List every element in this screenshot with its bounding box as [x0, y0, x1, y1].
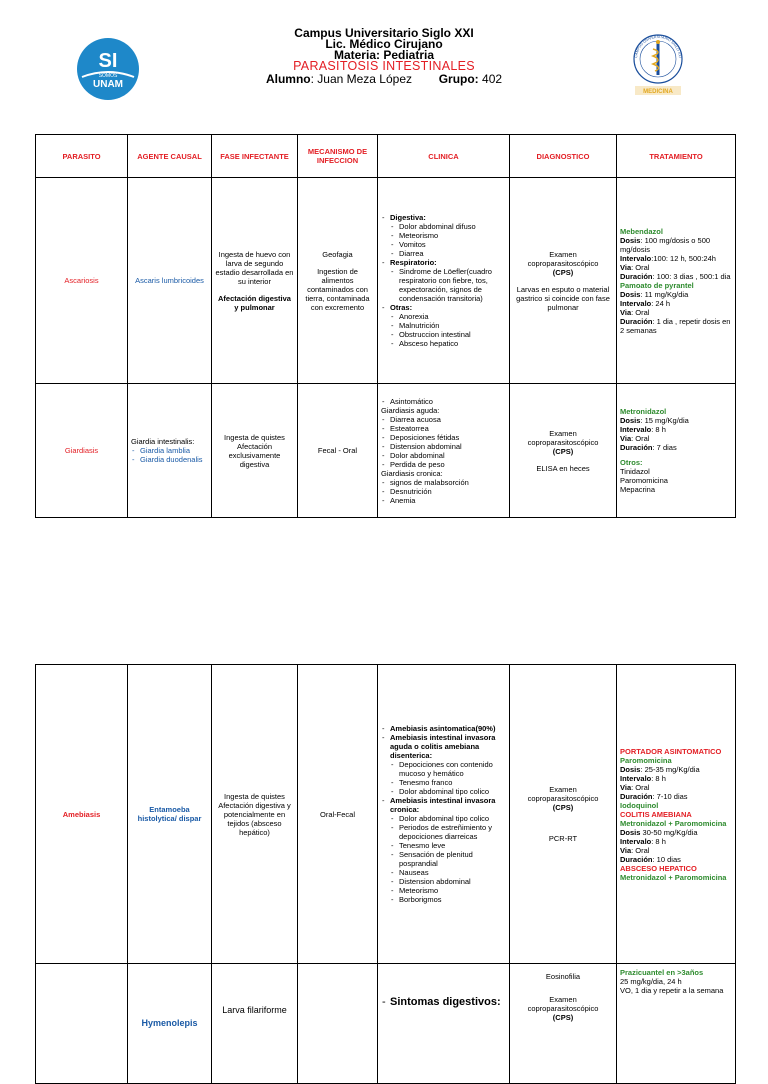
diag-cps: Examen coproparasitoscópico [527, 428, 599, 447]
infection-mechanism: Oral-Fecal [298, 665, 378, 964]
col-fase: FASE INFECTANTE [212, 135, 298, 178]
dose-value: : 25-35 mg/Kg/dia [640, 764, 700, 774]
clinic-acute-label: Amebiasis intestinal invasora aguda o colitis amebiana disenterica: [390, 733, 496, 760]
list-item: - Giardia lamblia [140, 446, 208, 455]
col-agente: AGENTE CAUSAL [128, 135, 212, 178]
clinic-digestive-label: Digestiva: [390, 213, 426, 222]
infective-phase [212, 384, 298, 518]
list-item: - Perdida de peso [390, 460, 506, 469]
parasite-name: Amebiasis [36, 665, 128, 964]
logo-right-medicina: MEDICINA [643, 89, 673, 95]
list-item: - Periodos de estreñimiento y depociciones diarreicas [399, 823, 506, 841]
mechanism-1: Geofagia [322, 249, 353, 259]
group-value: 402 [482, 72, 503, 86]
list-item: - Distension abdominal [399, 877, 506, 886]
diag-secondary: ELISA en heces [536, 463, 590, 473]
drug-name: Prazicuantel en >3años [620, 968, 704, 977]
table-header-row [36, 135, 736, 178]
interval-label: Intervalo [620, 298, 652, 308]
phase-text: Ingesta de quistes [224, 791, 285, 801]
phase-tissue: potencialmente en tejidos (absceso hepático) [223, 809, 286, 837]
list-item: - Dolor abdominal [390, 451, 506, 460]
list-item: - Obstruccion intestinal [399, 330, 506, 339]
duration-label: Duración [620, 791, 653, 801]
dose-value: 30-50 mg/Kg/dia [640, 827, 698, 837]
table-row-amebiasis [36, 665, 736, 964]
infective-phase [212, 178, 298, 384]
student-name: : Juan Meza López [310, 72, 413, 86]
list-item: - Nauseas [399, 868, 506, 877]
dose-label: Dosis [620, 235, 641, 245]
interval-label: Intervalo [620, 836, 652, 846]
infection-mechanism [298, 178, 378, 384]
list-item: - Borborigmos [399, 895, 506, 904]
dose-label: Dosis [620, 289, 641, 299]
clinic-cell [378, 384, 510, 518]
student-label: Alumno [265, 72, 311, 86]
drug-name: Metronidazol + Paromomicina [620, 872, 727, 882]
route-value: VO, 1 dia y repetir a la semana [620, 986, 724, 995]
diag-cps-abbr: (CPS) [552, 803, 574, 812]
mechanism-2: Ingestion de alimentos contaminados con tierra, contaminada con excremento [305, 266, 370, 312]
drug-name: Mebendazol [620, 226, 663, 236]
route-value: : Oral [631, 307, 650, 317]
list-item: - Sensación de plenitud posprandial [399, 850, 506, 868]
dose-value: : 11 mg/Kg/dia [640, 289, 689, 299]
route-label: Via [620, 434, 632, 443]
duration-value: : 7 dias [652, 443, 677, 452]
parasite-name: Giardiasis [36, 384, 128, 518]
diag-eosinophilia: Eosinofilia [545, 972, 581, 981]
list-item: Tinidazol [620, 467, 650, 476]
diagnosis-cell [510, 178, 617, 384]
student-line [0, 72, 768, 86]
campus-title: Campus Universitario Siglo XXI [294, 26, 474, 40]
subject-title: PARASITOSIS INTESTINALES [293, 59, 475, 73]
clinic-resp-label: Respiratorio: [390, 258, 437, 267]
dose-label: Dosis [620, 416, 641, 425]
list-item: - Meteorismo [399, 231, 506, 240]
list-item: - Absceso hepatico [399, 339, 506, 348]
list-item: - Asintomático [390, 397, 506, 406]
interval-value: : 8 h [651, 773, 666, 783]
diag-cps-abbr: (CPS) [552, 1013, 574, 1022]
agent-name: Entamoeba histolytica/ dispar [128, 665, 212, 964]
interval-value: : 24 h [651, 298, 671, 308]
diag-cps-abbr: (CPS) [552, 446, 574, 456]
dose-value: 25 mg/kg/dia, 24 h [620, 977, 682, 986]
treatment-heading: COLITIS AMEBIANA [620, 809, 692, 819]
interval-value: : 8 h [651, 836, 666, 846]
list-item: - signos de malabsorción [390, 478, 506, 487]
degree-title: Lic. Médico Cirujano [325, 37, 443, 51]
list-item: Mepacrina [620, 485, 656, 494]
list-item: - Sindrome de Löefler(cuadro respiratorio con fiebre, tos, expectoración, signos de condensación transitoria) [399, 267, 506, 303]
list-item: - Tenesmo leve [399, 841, 506, 850]
parasites-table-1 [35, 134, 736, 518]
phase-text: Ingesta de quistes [224, 432, 285, 442]
infective-phase: Larva filariforme [212, 964, 298, 1084]
drug-name: Paromomicina [620, 755, 672, 765]
drug-name: Metronidazol [620, 407, 667, 416]
list-item: - Diarrea acuosa [390, 415, 506, 424]
clinic-asymptomatic: Amebiasis asintomatica(90%) [390, 724, 496, 733]
parasites-table-2 [35, 664, 736, 1084]
duration-value: : 7-10 dias [652, 791, 688, 801]
clinic-cell [378, 178, 510, 384]
list-item: - Anemia [390, 496, 506, 505]
agent-title: Giardia intestinalis: [131, 437, 195, 446]
diag-cps: Examen coproparasitoscópico [527, 785, 599, 803]
drug-name: Iodoquinol [620, 800, 659, 810]
course-title: Materia: Pediatria [333, 48, 435, 62]
interval-label: Intervalo [620, 773, 652, 783]
route-value: : Oral [631, 845, 650, 855]
phase-text: Ingesta de huevo con larva de segundo estadio desarrollada en su interior [215, 249, 294, 286]
logo-left-si: SI [98, 50, 118, 72]
duration-label: Duración [620, 271, 653, 281]
list-item: - Dolor abdominal difuso [399, 222, 506, 231]
logo-left-unam: UNAM [93, 79, 123, 90]
diag-cps: Examen coproparasitoscópico [527, 995, 599, 1013]
phase-affection: Afectación digestiva y [218, 800, 291, 810]
diag-cps: Examen coproparasitoscópico [527, 249, 599, 268]
list-item: - Esteatorrea [390, 424, 506, 433]
route-value: : Oral [631, 434, 650, 443]
infection-mechanism: Fecal - Oral [298, 384, 378, 518]
col-clinica: CLINICA [378, 135, 510, 178]
dose-label: Dosis [620, 827, 641, 837]
route-label: Via [620, 307, 632, 317]
col-diagnostico: DIAGNOSTICO [510, 135, 617, 178]
list-item: - Distension abdominal [390, 442, 506, 451]
treatment-cell [617, 178, 736, 384]
drug-name: Metronidazol + Paromomicina [620, 818, 727, 828]
list-item: - Anorexia [399, 312, 506, 321]
logo-left-somos: SOMOS [98, 73, 118, 79]
agent-name: Hymenolepis [128, 964, 212, 1084]
list-item: - Meteorismo [399, 886, 506, 895]
interval-label: Intervalo [620, 253, 652, 263]
diagnosis-cell [510, 384, 617, 518]
treatment-cell [617, 665, 736, 964]
route-value: : Oral [631, 262, 650, 272]
route-label: Via [620, 845, 632, 855]
phase-affection: Afectación exclusivamente digestiva [228, 441, 281, 469]
logo-right-ring-text: CAMPUS UNIVERSITARIO SIGLO XXI [634, 34, 682, 58]
list-item: - Desnutrición [390, 487, 506, 496]
duration-value: : 10 dias [652, 854, 681, 864]
list-item: - Vomitos [399, 240, 506, 249]
duration-label: Duración [620, 854, 653, 864]
duration-value: : 1 dia , repetir dosis en 2 semanas [620, 316, 731, 335]
duration-label: Duración [620, 443, 653, 452]
other-drugs-label: Otros: [620, 458, 643, 467]
clinic-acute-label: Giardiasis aguda: [381, 405, 440, 415]
clinic-digestive-label: Sintomas digestivos: [390, 996, 501, 1008]
dose-value: : 100 mg/dosis o 500 mg/dosis [620, 235, 711, 254]
document-header [0, 28, 768, 86]
parasite-name: Ascariosis [36, 178, 128, 384]
route-value: : Oral [631, 782, 650, 792]
route-label: Via [620, 262, 632, 272]
interval-value: : 8 h [651, 425, 666, 434]
treatment-cell [617, 384, 736, 518]
clinic-chronic-label: Amebiasis intestinal invasora cronica: [390, 796, 496, 814]
col-mecanismo: MECANISMO DE INFECCION [298, 135, 378, 178]
drug-name: Pamoato de pyrantel [620, 280, 694, 290]
treatment-heading: PORTADOR ASINTOMATICO [620, 746, 722, 756]
agent-cell [128, 384, 212, 518]
clinic-cell [378, 665, 510, 964]
table-row-giardiasis [36, 384, 736, 518]
phase-affection: Afectación digestiva y pulmonar [218, 293, 291, 312]
duration-label: Duración [620, 316, 653, 326]
diagnosis-cell [510, 665, 617, 964]
list-item: - Deposiciones fétidas [390, 433, 506, 442]
diag-secondary: PCR-RT [548, 834, 578, 843]
list-item: - Tenesmo franco [399, 778, 506, 787]
list-item: - Depociciones con contenido mucoso y hemático [399, 760, 506, 778]
diag-secondary: Larvas en esputo o material gastrico si coincide con fase pulmonar [516, 284, 610, 312]
interval-label: Intervalo [620, 425, 652, 434]
list-item: - Giardia duodenalis [140, 455, 208, 464]
col-parasito: PARASITO [36, 135, 128, 178]
dose-value: : 15 mg/Kg/dia [640, 416, 689, 425]
dose-label: Dosis [620, 764, 641, 774]
agent-name: Ascaris lumbricoides [128, 178, 212, 384]
interval-value: :100: 12 h, 500:24h [651, 253, 716, 263]
list-item: Paromomicina [620, 476, 668, 485]
duration-value: : 100: 3 dias , 500:1 dia [652, 271, 731, 281]
diag-cps-abbr: (CPS) [552, 267, 574, 277]
clinic-other-label: Otras: [390, 303, 413, 312]
table-row-ascariosis [36, 178, 736, 384]
group-label: Grupo: [438, 72, 479, 86]
list-item: - Malnutrición [399, 321, 506, 330]
infective-phase [212, 665, 298, 964]
route-label: Via [620, 782, 632, 792]
col-tratamiento: TRATAMIENTO [617, 135, 736, 178]
clinic-chronic-label: Giardiasis cronica: [381, 468, 443, 478]
list-item: - Dolor abdominal tipo colico [399, 787, 506, 796]
treatment-heading: ABSCESO HEPATICO [620, 863, 697, 873]
list-item: - Dolor abdominal tipo colico [399, 814, 506, 823]
list-item: - Diarrea [399, 249, 506, 258]
